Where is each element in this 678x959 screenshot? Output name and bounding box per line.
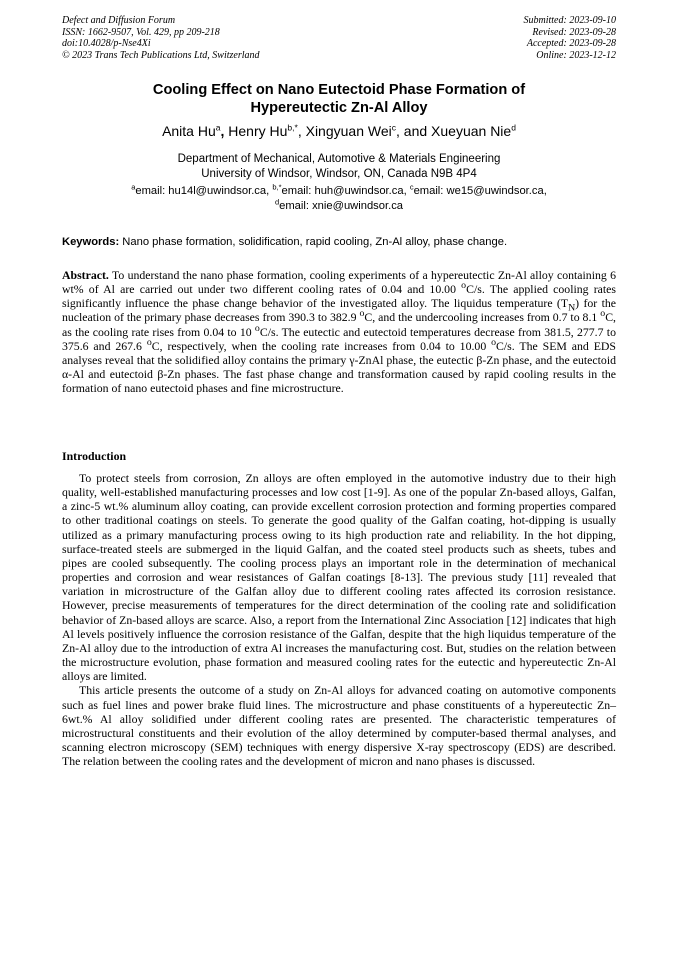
abstract-text: ) for the nucleation of the primary phase decreases from 390.3 to 382.9: [62, 296, 616, 325]
revised-date: Revised: 2023-09-28: [532, 26, 616, 38]
email-link[interactable]: email: hu14l@uwindsor.ca,: [135, 185, 273, 197]
title-line-1: Cooling Effect on Nano Eutectoid Phase Formation of: [152, 82, 526, 98]
abstract-text: C/s. The eutectic and eutectoid temperatures decrease from 381.5, 277.7 to 375.6 and 267.6: [62, 324, 616, 353]
abstract-text: C, and the undercooling increases from 0.7 to 8.1: [364, 310, 601, 325]
author-emails: [62, 184, 616, 213]
degree-sign: o: [491, 336, 497, 348]
publication-dates: [524, 15, 617, 61]
degree-sign: o: [254, 322, 260, 334]
abstract-text: C, as the cooling rate rises from 0.04 to 10: [62, 310, 617, 339]
email-link[interactable]: email: huh@uwindsor.ca,: [281, 185, 410, 197]
submitted-date: Submitted: 2023-09-10: [523, 15, 616, 26]
abstract-text: C/s. The applied cooling rates significantly influence the phase change behavior of the investigated alloy. The liquidus temperature (T: [62, 282, 617, 311]
affiliation-line-1: Department of Mechanical, Automotive & Materials Engineering: [177, 153, 501, 165]
doi: doi:10.4028/p-Nse4Xi: [62, 38, 151, 50]
author-superscript: b,*: [287, 122, 298, 133]
degree-sign: o: [146, 336, 152, 348]
author-name: Xueyuan Nie: [431, 123, 512, 139]
email-superscript: d: [274, 196, 280, 206]
author-name: Anita Hu: [162, 123, 216, 139]
abstract: [62, 268, 616, 395]
degree-sign: o: [359, 308, 365, 320]
author-name: Xingyuan Wei: [305, 123, 392, 139]
affiliation: [62, 152, 616, 181]
accepted-date: Accepted: 2023-09-28: [526, 38, 616, 50]
author-separator: ,: [297, 123, 306, 139]
abstract-label: Abstract.: [62, 268, 109, 282]
paper-title: [62, 81, 616, 117]
author-superscript: c: [391, 122, 396, 133]
email-link[interactable]: email: we15@uwindsor.ca,: [413, 185, 547, 197]
publication-info: [62, 15, 260, 61]
author-separator: , and: [396, 123, 432, 139]
copyright: © 2023 Trans Tech Publications Ltd, Switzerland: [62, 49, 260, 61]
affiliation-line-2: University of Windsor, Windsor, ON, Canada N9B 4P4: [201, 167, 477, 180]
email-link[interactable]: email: xnie@uwindsor.ca: [279, 199, 404, 212]
abstract-text: To understand the nano phase formation, cooling experiments of a hypereutectic Zn-Al alloy containing 6 wt% of Al are carried out under two different cooling rates of 0.04 and 10.00: [62, 268, 616, 297]
author-superscript: a: [215, 122, 221, 133]
email-superscript: a: [131, 182, 136, 192]
section-heading: Introduction: [62, 449, 127, 463]
issn-volume: ISSN: 1662-9507, Vol. 429, pp 209-218: [62, 26, 220, 38]
author-name: Henry Hu: [228, 123, 288, 139]
title-line-2: Hypereutectic Zn-Al Alloy: [250, 100, 428, 116]
online-date: Online: 2023-12-12: [536, 49, 616, 61]
introduction-body: [62, 471, 616, 768]
abstract-text: C/s. The SEM and EDS analyses reveal that the solidified alloy contains the primary γ-ZnAl phase, the eutectic β-Zn phase, and the eutectoid α-Al and eutectoid β-Zn phases. The fast phase change and transformation caused by rapid cooling results in the formation of nano eutectoid phases and fine microstructure.: [62, 338, 616, 396]
degree-sign: o: [600, 308, 606, 320]
email-superscript: b,*: [272, 182, 282, 192]
journal-name: Defect and Diffusion Forum: [62, 15, 176, 26]
author-separator: ,: [220, 123, 229, 139]
paragraph: To protect steels from corrosion, Zn alloys are often employed in the automotive industry due to their high quality, well-established manufacturing processes and low cost [1-9]. As one of the popular Zn-based alloys, Galfan, a zinc-5 wt.% aluminum alloy coating, can provide excellent corrosion protection and forming properties compared to other traditional coatings on steels. To generate the good quality of the Galfan coating, hot-dipping is usually utilized as a primary manufacturing process owing to its high production rate and reliability. In the hot dipping, surface-treated steels are submerged in the liquid Galfan, and the coated steel products such as sheets, tubes and pipes are cooled subsequently. The cooling process plays an important role in the determination of mechanical properties and corrosion and wear resistances of Galfan coatings [8-13]. The previous study [11] revealed that variation in microstructure of the Galfan alloy due to different cooling rates affected its corrosion resistance. However, precise measurements of temperatures for the direct determination of the cooling rate and solidification behavior of Zn-based alloys are scarce. Also, a report from the International Zinc Association [12] indicates that high Al levels positively influence the corrosion resistance of the Galfan, despite that the high liquidus temperature of the Zn-Al alloy due to the introduction of extra Al increases the manufacturing cost. But, studies on the relation between the microstructure evolution, phase formation and measured cooling rates for the eutectic and hypereutectic Zn-Al alloys are limited.: [62, 471, 616, 684]
degree-sign: o: [461, 280, 467, 292]
keywords-label: Keywords:: [62, 236, 120, 248]
author-superscript: d: [511, 122, 516, 133]
abstract-text: C, respectively, when the cooling rate increases from 0.04 to 10.00: [151, 338, 492, 353]
keywords-text: Nano phase formation, solidification, rapid cooling, Zn-Al alloy, phase change.: [119, 236, 508, 248]
keywords: [62, 235, 616, 249]
email-superscript: c: [409, 182, 414, 192]
subscript: N: [568, 302, 576, 314]
paragraph: This article presents the outcome of a study on Zn-Al alloys for advanced coating on automotive components such as fuel lines and power brake fluid lines. The microstructure and phase constituents of a hypereutectic Zn–6wt.% Al alloy solidified under different cooling rates are presented. The characteristic temperatures of microstructural constituents and their evolution of the alloy determined by computer-based thermal analyses, and scanning electron microscopy (SEM) techniques with energy dispersive X-ray spectroscopy (EDS) are described. The relation between the cooling rates and the development of micron and nano phases is discussed.: [62, 683, 616, 769]
author-list: [62, 122, 616, 140]
